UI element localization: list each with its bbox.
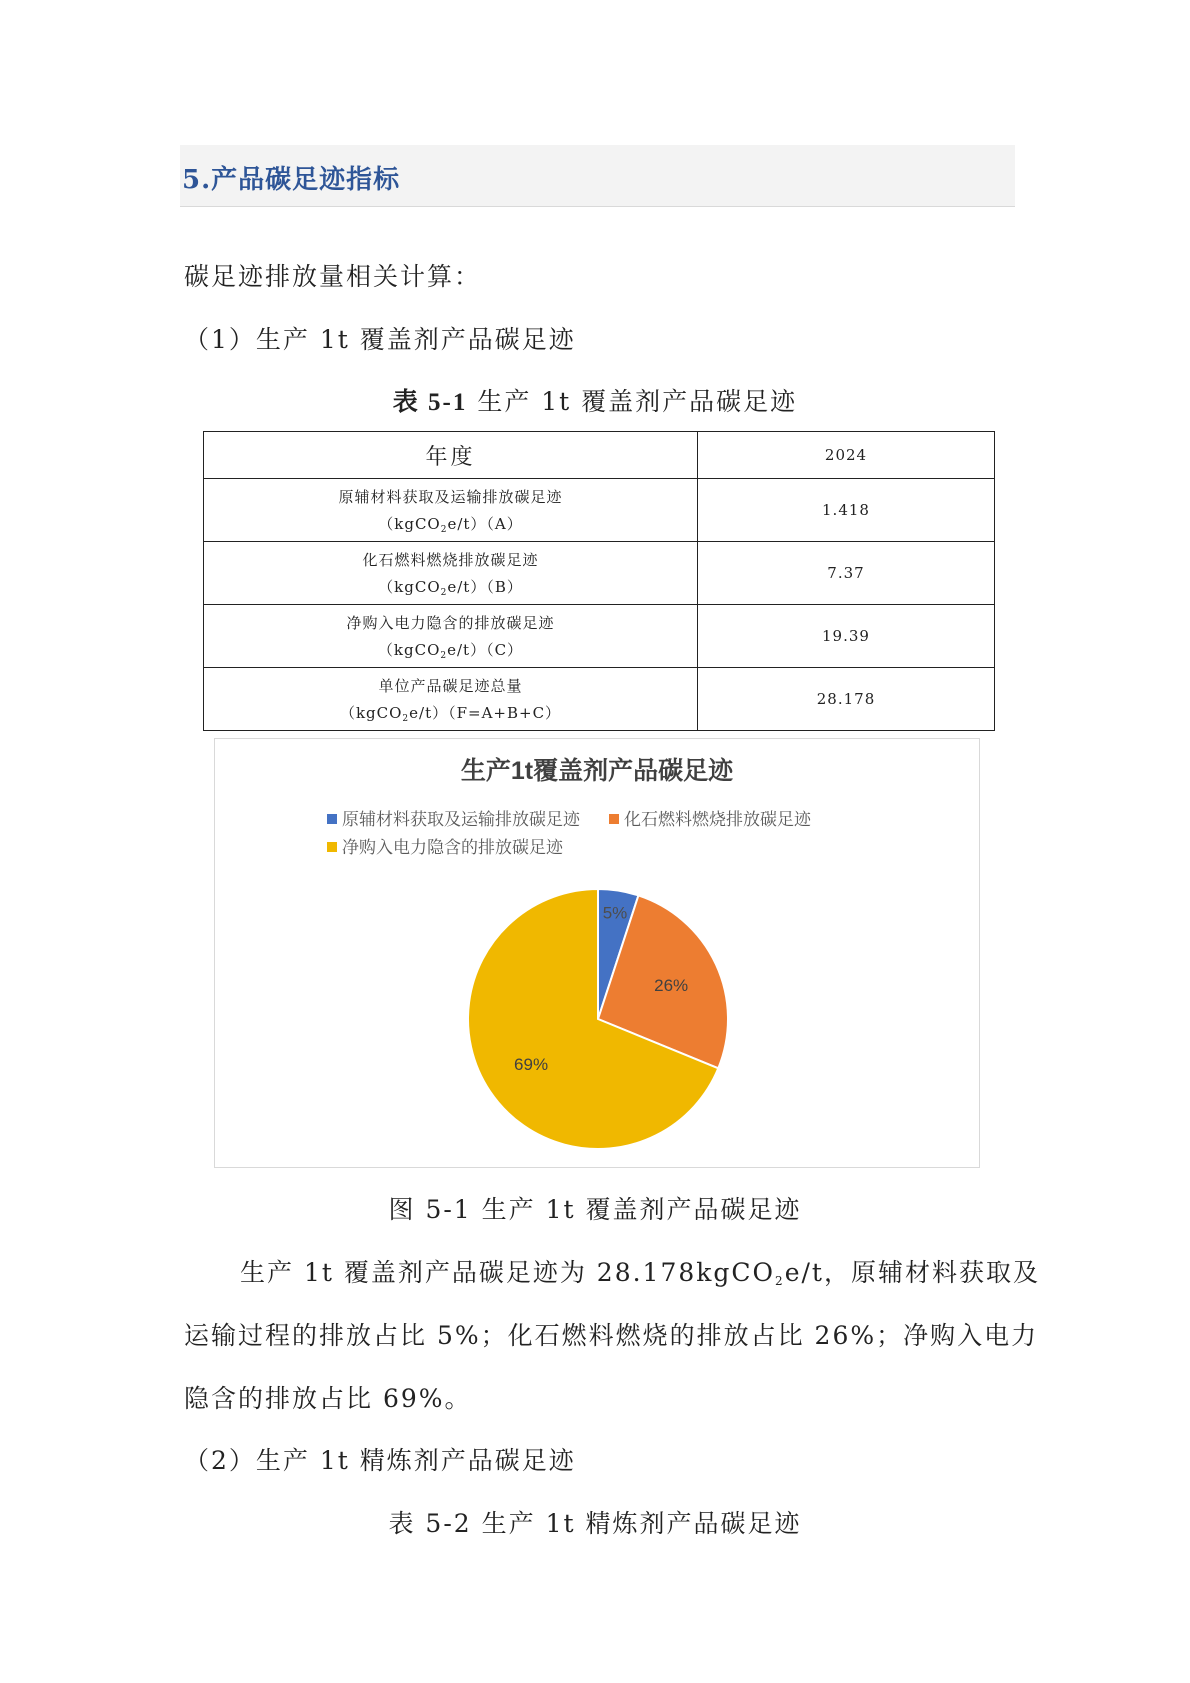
- label-electricity: 69%: [514, 1054, 549, 1074]
- header-year-label: 年度: [204, 432, 698, 479]
- legend-label: 原辅材料获取及运输排放碳足迹: [342, 810, 580, 830]
- unit-prefix: （kgCO: [377, 640, 441, 659]
- unit-suffix: e/t）（A）: [447, 514, 523, 533]
- unit-prefix: （kgCO: [378, 514, 441, 533]
- row-unit: [204, 639, 697, 661]
- table-row: [204, 479, 995, 542]
- row-label: [204, 479, 698, 542]
- summary-line-3: 隐含的排放占比 69%。: [184, 1384, 472, 1413]
- table1-caption-prefix: 表 5-1: [392, 389, 468, 416]
- table2-caption: [0, 1504, 1190, 1540]
- unit-sub: 2: [402, 713, 410, 724]
- table1-caption-text: 生产 1t 覆盖剂产品碳足迹: [477, 387, 798, 416]
- section-header: [180, 145, 1015, 207]
- row-value: 7.37: [698, 542, 995, 605]
- legend-label: 净购入电力隐含的排放碳足迹: [342, 838, 563, 858]
- carbon-footprint-table: [203, 431, 995, 731]
- pie-chart: [215, 739, 981, 1169]
- legend-label: 化石燃料燃烧排放碳足迹: [624, 810, 811, 830]
- header-year-value: 2024: [698, 432, 995, 479]
- chart-title: 生产1t覆盖剂产品碳足迹: [460, 757, 734, 785]
- section-title: 5.产品碳足迹指标: [182, 165, 401, 195]
- row-name: 净购入电力隐含的排放碳足迹: [346, 613, 555, 632]
- row-unit: [204, 576, 697, 598]
- table2-caption-prefix: 表 5-2: [388, 1509, 472, 1538]
- summary-line-1b: e/t，原辅材料获取及: [784, 1258, 1040, 1287]
- table-row: [204, 605, 995, 668]
- unit-suffix: e/t）（C）: [447, 640, 524, 659]
- table-header-row: [204, 432, 995, 479]
- row-label: [204, 605, 698, 668]
- row-unit: [204, 702, 697, 724]
- pie-chart-container: [214, 738, 980, 1168]
- figure1-caption: 图 5-1 生产 1t 覆盖剂产品碳足迹: [388, 1195, 802, 1224]
- row-value: 19.39: [698, 605, 995, 668]
- unit-prefix: （kgCO: [339, 703, 403, 722]
- table1-caption: [0, 382, 1190, 418]
- item1-heading: （1）生产 1t 覆盖剂产品碳足迹: [184, 325, 576, 354]
- table-row: [204, 668, 995, 731]
- row-value: 28.178: [698, 668, 995, 731]
- row-unit: [204, 513, 697, 535]
- row-name: 单位产品碳足迹总量: [378, 676, 523, 695]
- unit-suffix: e/t）（F=A+B+C）: [409, 703, 562, 722]
- intro-text: 碳足迹排放量相关计算：: [184, 262, 482, 291]
- unit-prefix: （kgCO: [378, 577, 441, 596]
- table2-caption-text: 生产 1t 精炼剂产品碳足迹: [481, 1509, 802, 1538]
- unit-sub: 2: [440, 524, 448, 535]
- summary-line-1a: 生产 1t 覆盖剂产品碳足迹为 28.178kgCO: [240, 1258, 776, 1287]
- unit-suffix: e/t）（B）: [447, 577, 523, 596]
- row-name: 原辅材料获取及运输排放碳足迹: [338, 487, 563, 506]
- row-label: [204, 542, 698, 605]
- summary-line-2: 运输过程的排放占比 5%；化石燃料燃烧的排放占比 26%；净购入电力: [184, 1321, 1039, 1350]
- summary-line-1-sub: 2: [775, 1274, 785, 1288]
- unit-sub: 2: [440, 587, 448, 598]
- row-name: 化石燃料燃烧排放碳足迹: [362, 550, 539, 569]
- summary-line-1: [240, 1253, 1040, 1289]
- row-value: 1.418: [698, 479, 995, 542]
- unit-sub: 2: [440, 650, 448, 661]
- table-row: [204, 542, 995, 605]
- row-label: [204, 668, 698, 731]
- label-raw-materials: 5%: [602, 903, 628, 923]
- item2-heading: （2）生产 1t 精炼剂产品碳足迹: [184, 1446, 576, 1475]
- label-fossil-fuel: 26%: [654, 976, 689, 996]
